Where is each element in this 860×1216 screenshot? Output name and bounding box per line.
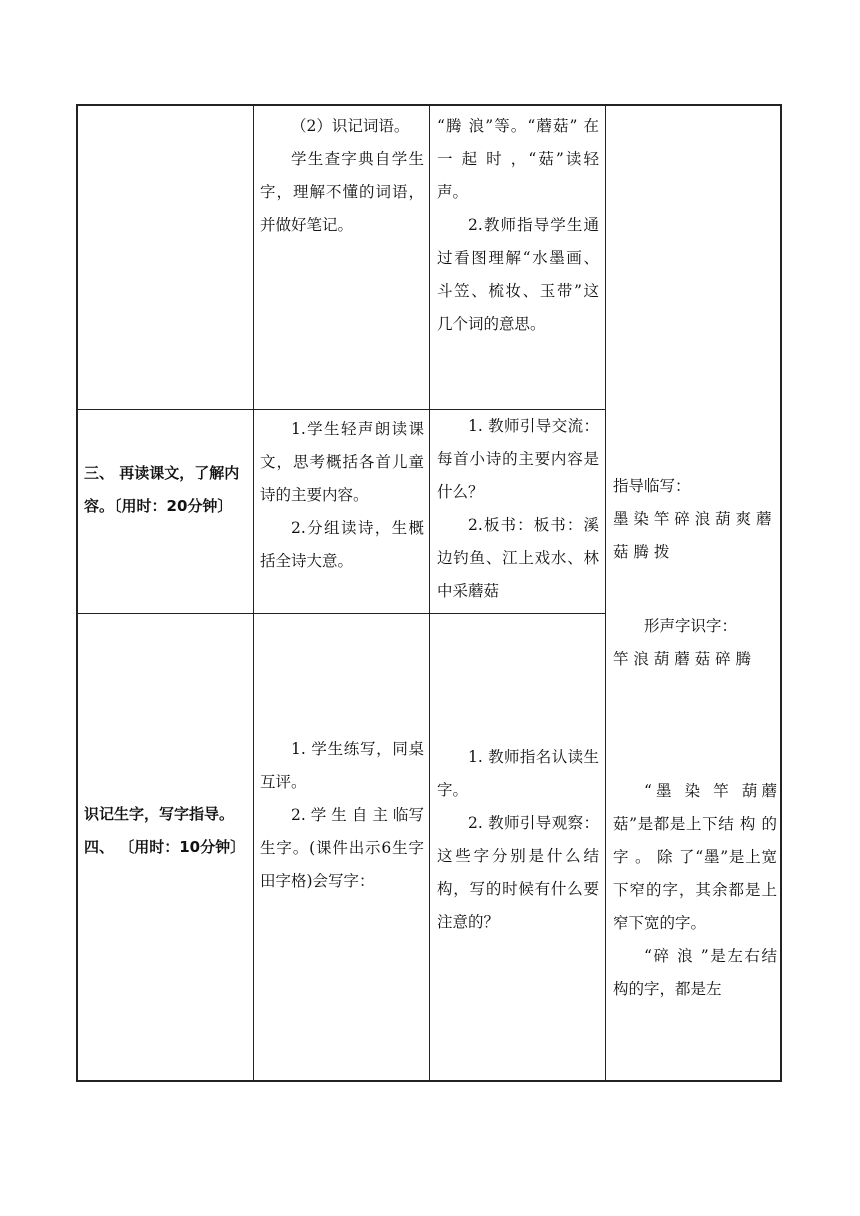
student-activity-cell [260,110,424,242]
row-divider [76,613,606,614]
stage-text: 识记生字，写字指导。四、 〔用时：10分钟〕 [84,805,246,856]
student-text: 1. 学生练写，同桌互评。 [260,740,424,791]
student-text: （2）识记词语。 [291,117,410,135]
guide-title: 指导临写： [613,477,691,495]
stage-cell [84,457,248,523]
table-border-left [76,104,78,1082]
lesson-table [76,104,782,1082]
teacher-text: 1. 教师指名认读生字。 [437,748,599,799]
column-divider [253,104,254,1082]
teacher-activity-cell [437,110,599,341]
shengsheng-chars: 竿 浪 葫 蘑 菇 碎 腾 [613,650,752,668]
teacher-activity-cell [437,410,599,608]
teacher-text: 2.板书：板书：溪边钓鱼、江上戏水、林中采蘑菇 [437,516,599,600]
stage-cell [84,798,248,864]
teacher-text: 2. 教师引导观察：这些字分别是什么结构，写的时候有什么要注意的？ [437,814,599,931]
stage-cell [84,106,248,406]
student-activity-cell [260,413,424,578]
student-text: 2.分组读诗，生概括全诗大意。 [260,519,424,570]
guide-chars: 墨 染 竿 碎 浪 葫 爽 蘑 菇 腾 拨 [613,510,772,561]
teacher-activity-cell [437,741,599,939]
table-border-right [780,104,782,1082]
column-divider [429,104,430,1082]
student-text: 2. 学 生 自 主 临写生字。(课件出示6生字田字格)会写字： [260,806,424,890]
teacher-text: “腾 浪”等。“蘑菇” 在 一 起 时 ，“菇”读轻声。 [437,117,599,201]
student-text: 学生查字典自学生字，理解不懂的词语，并做好笔记。 [260,150,424,234]
shengsheng-title: 形声字识字： [644,617,738,635]
student-activity-cell [260,733,424,898]
stage-text: 三、 再读课文，了解内容。〔用时：20分钟〕 [84,464,240,515]
teacher-text: 2.教师指导学生通过看图理解“水墨画、斗笠、梳妆、玉带”这几个词的意思。 [437,216,599,333]
structure-note: “碎 浪 ”是左右结构的字，都是左 [613,947,777,998]
structure-note: “墨 染 竿 葫蘑 菇”是都是上下结 构 的 字 。 除 了“墨”是上宽下窄的字，其余都是上窄下宽的字。 [613,782,777,932]
student-text: 1.学生轻声朗读课文，思考概括各首儿童诗的主要内容。 [260,420,424,504]
column-divider [605,104,606,1082]
teacher-text: 1. 教师引导交流：每首小诗的主要内容是什么？ [437,417,599,501]
notes-cell [613,470,777,1006]
